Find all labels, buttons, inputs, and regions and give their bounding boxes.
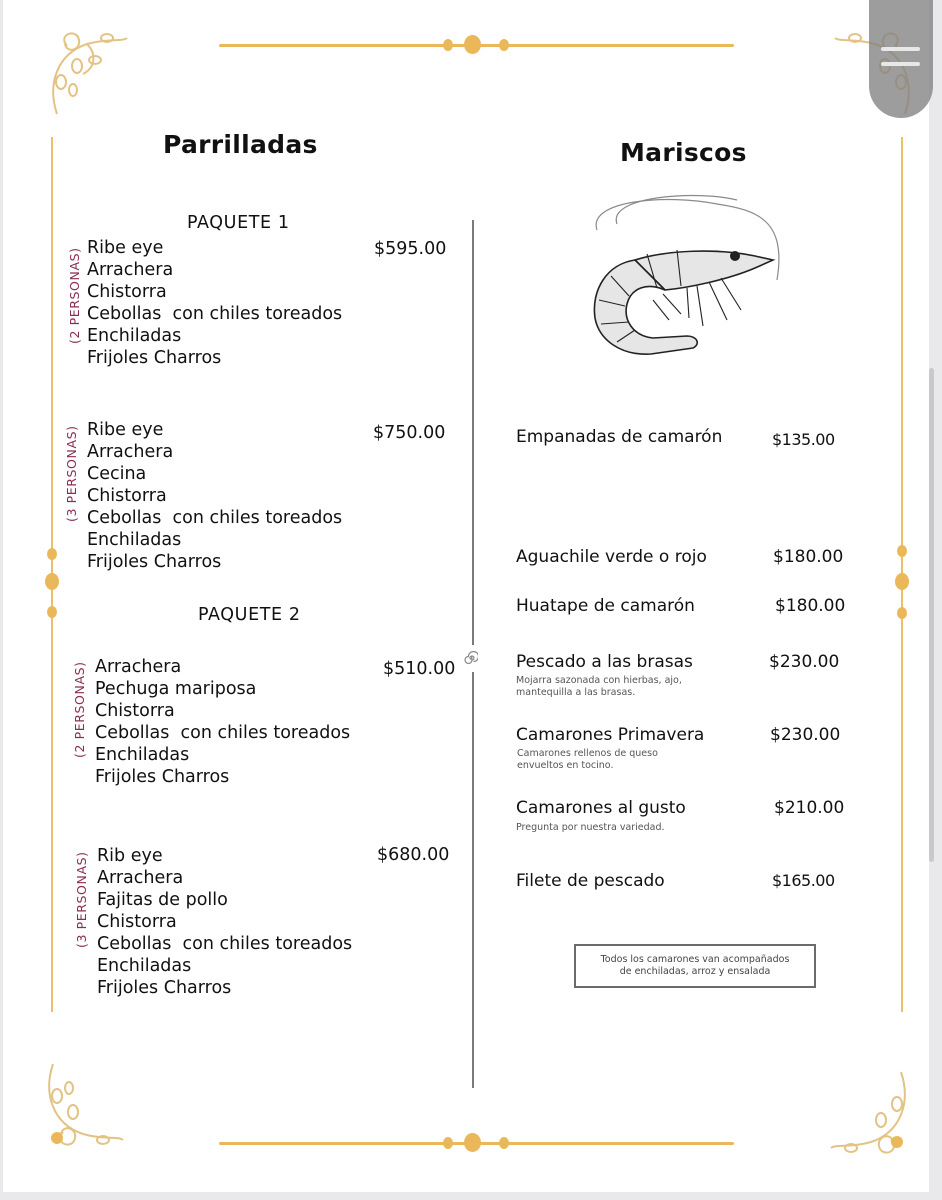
package-title: PAQUETE 1 [187,213,290,233]
item-price: $230.00 [769,652,840,672]
list-item: Enchiladas [97,956,192,976]
list-item: Chistorra [87,282,167,302]
list-item: Cebollas con chiles toreados [87,304,343,324]
item-name: Pescado a las brasas [516,652,693,672]
package-price: $595.00 [374,239,447,259]
list-item: Frijoles Charros [87,348,222,368]
section-title-mariscos: Mariscos [620,138,747,167]
list-item: Arrachera [87,260,174,280]
item-description: Mojarra sazonada con hierbas, ajo, mantequilla a las brasas. [516,675,682,698]
persons-label: (2 PERSONAS) [67,247,82,344]
list-item: Cebollas con chiles toreados [95,723,351,743]
list-item: Fajitas de pollo [97,890,228,910]
package-price: $680.00 [377,845,450,865]
list-item: Cebollas con chiles toreados [97,934,353,954]
list-item: Frijoles Charros [95,767,230,787]
floral-flourish-icon [825,1066,921,1162]
section-title-parrilladas: Parrilladas [163,130,318,159]
list-item: Rib eye [97,846,163,866]
package-price: $510.00 [383,659,456,679]
list-item: Ribe eye [87,420,164,440]
list-item: Chistorra [97,912,177,932]
item-name: Huatape de camarón [516,596,695,616]
item-description: Pregunta por nuestra variedad. [516,822,665,833]
menu-page [3,0,929,1192]
item-name: Camarones al gusto [516,798,686,818]
item-name: Filete de pescado [516,871,665,891]
item-price: $210.00 [774,798,845,818]
spiral-icon [464,650,478,664]
item-description: Camarones rellenos de queso envueltos en tocino. [517,748,658,771]
column-divider [472,220,474,645]
item-price: $165.00 [772,871,835,890]
list-item: Cebollas con chiles toreados [87,508,343,528]
list-item: Enchiladas [87,326,182,346]
scrollbar-thumb[interactable] [929,368,934,862]
item-name: Empanadas de camarón [516,427,723,447]
list-item: Chistorra [95,701,175,721]
package-price: $750.00 [373,423,446,443]
persons-label: (2 PERSONAS) [72,661,87,758]
list-item: Frijoles Charros [97,978,232,998]
list-item: Ribe eye [87,238,164,258]
column-divider [472,672,474,1088]
sides-note-text: Todos los camarones van acompañados de enchiladas, arroz y ensalada [600,954,790,977]
list-item: Arrachera [87,442,174,462]
shrimp-icon [577,190,791,368]
menu-button[interactable] [869,0,933,118]
item-name: Aguachile verde o rojo [516,547,707,567]
list-item: Frijoles Charros [87,552,222,572]
package-items [97,845,352,999]
sides-note [574,944,816,988]
list-item: Arrachera [97,868,184,888]
list-item: Arrachera [95,657,182,677]
package-items [87,237,342,369]
persons-label: (3 PERSONAS) [64,425,79,522]
package-title: PAQUETE 2 [198,605,301,625]
item-price: $135.00 [772,430,835,449]
list-item: Cecina [87,464,147,484]
list-item: Pechuga mariposa [95,679,257,699]
item-price: $230.00 [770,725,841,745]
list-item: Enchiladas [95,745,190,765]
package-items [87,419,342,573]
floral-flourish-icon [33,1058,129,1154]
list-item: Enchiladas [87,530,182,550]
item-name: Camarones Primavera [516,725,705,745]
floral-flourish-icon [37,24,133,120]
list-item: Chistorra [87,486,167,506]
item-price: $180.00 [773,547,844,567]
persons-label: (3 PERSONAS) [74,851,89,948]
package-items [95,656,350,788]
item-price: $180.00 [775,596,846,616]
